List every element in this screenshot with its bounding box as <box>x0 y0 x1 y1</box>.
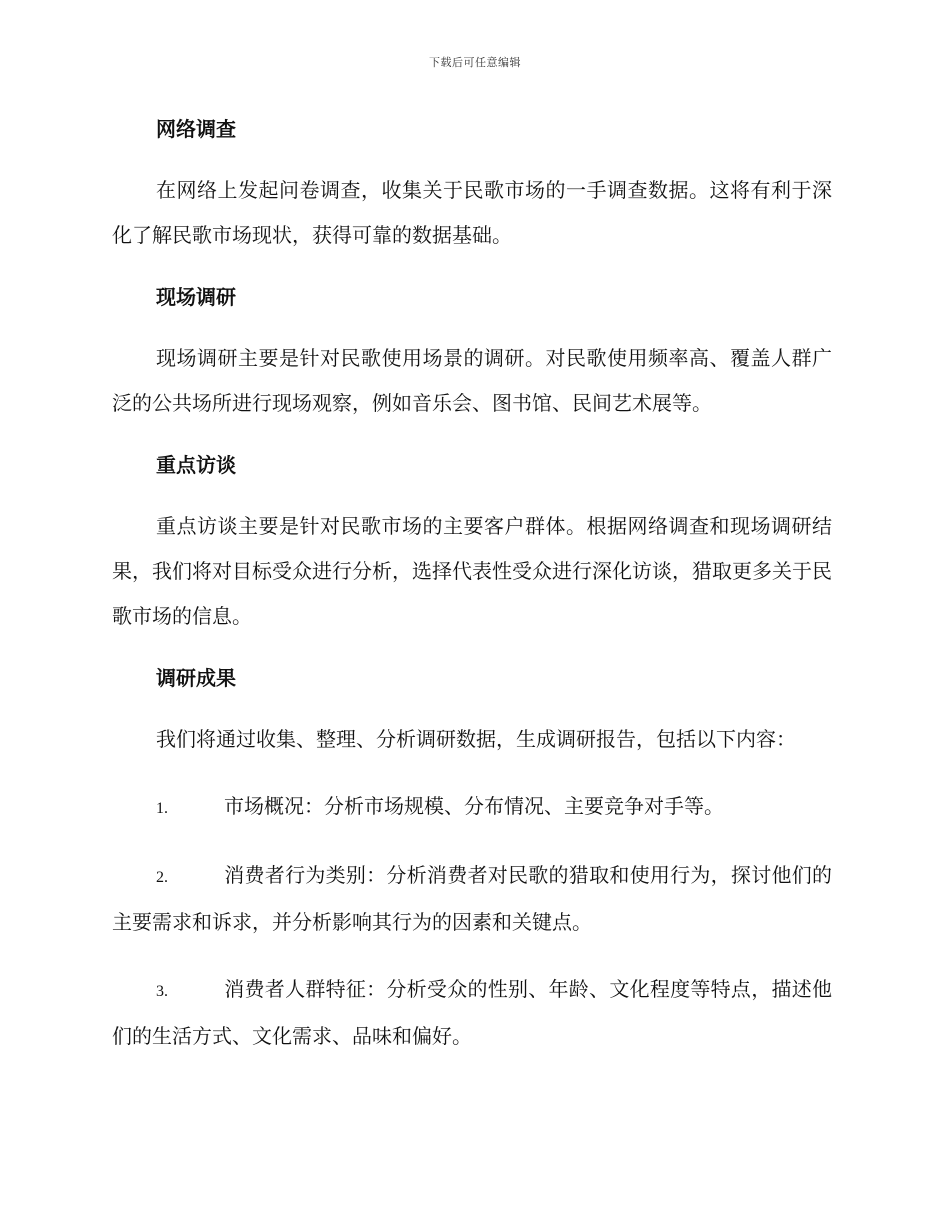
section-paragraph-online-survey: 在网络上发起问卷调查，收集关于民歌市场的一手调查数据。这将有利于深化了解民歌市场现状，获得可靠的数据基础。 <box>112 178 832 247</box>
list-item-number: 2. <box>156 869 168 886</box>
list-item-number: 1. <box>156 800 168 817</box>
list-item-text: 消费者行为类别：分析消费者对民歌的猎取和使用行为，探讨他们的主要需求和诉求，并分析影响其行为的因素和关键点。 <box>112 863 832 934</box>
page-header: 下载后可任意编辑 <box>429 56 521 69</box>
section-heading-research-results: 调研成果 <box>156 666 236 690</box>
section-paragraph-research-results: 我们将通过收集、整理、分析调研数据，生成调研报告，包括以下内容： <box>156 727 796 751</box>
list-item <box>112 967 832 1059</box>
list-item <box>112 784 832 831</box>
section-heading-field-research: 现场调研 <box>156 285 236 309</box>
list-item <box>112 853 832 945</box>
section-paragraph-field-research: 现场调研主要是针对民歌使用场景的调研。对民歌使用频率高、覆盖人群广泛的公共场所进行现场观察，例如音乐会、图书馆、民间艺术展等。 <box>112 346 832 415</box>
list-item-text: 消费者人群特征：分析受众的性别、年龄、文化程度等特点，描述他们的生活方式、文化需求、品味和偏好。 <box>112 977 832 1048</box>
document-body <box>112 112 832 1059</box>
section-paragraph-key-interviews: 重点访谈主要是针对民歌市场的主要客户群体。根据网络调查和现场调研结果，我们将对目标受众进行分析，选择代表性受众进行深化访谈，猎取更多关于民歌市场的信息。 <box>112 514 832 628</box>
section-heading-key-interviews: 重点访谈 <box>156 453 236 477</box>
list-item-number: 3. <box>156 983 168 1000</box>
list-item-text: 市场概况：分析市场规模、分布情况、主要竞争对手等。 <box>224 794 724 818</box>
section-heading-online-survey: 网络调查 <box>156 117 236 141</box>
